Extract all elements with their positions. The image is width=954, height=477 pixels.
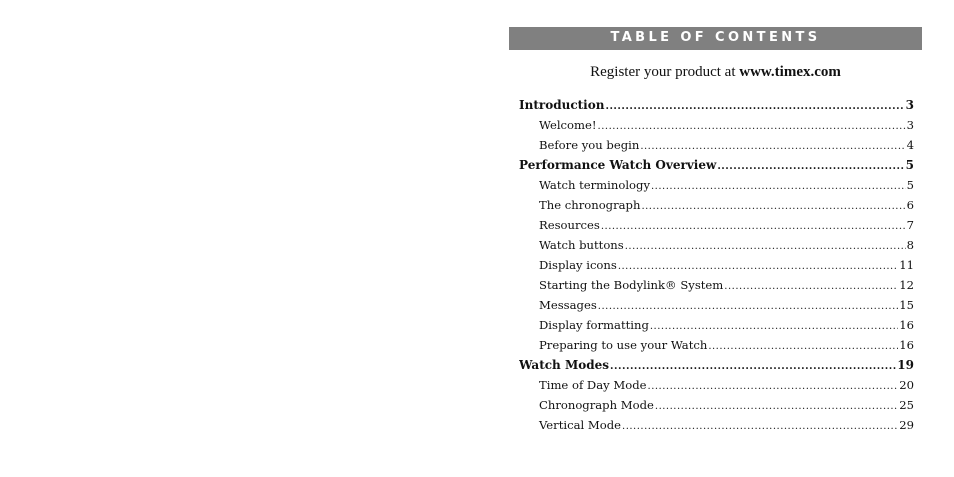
toc-entry-preparing-to-use-watch[interactable] <box>519 335 914 355</box>
toc-leader <box>610 357 896 375</box>
register-url-link[interactable]: www.timex.com <box>739 64 841 80</box>
toc-page-number: 12 <box>899 278 914 292</box>
toc-leader <box>605 97 904 115</box>
toc-page-number: 15 <box>899 298 914 312</box>
toc-page-number: 19 <box>897 358 914 372</box>
toc-leader <box>601 217 906 235</box>
toc-list <box>509 95 922 435</box>
toc-leader <box>598 117 906 135</box>
toc-page-number: 16 <box>899 338 914 352</box>
toc-entry-title: Watch buttons <box>539 238 624 252</box>
toc-leader <box>650 317 898 335</box>
toc-entry-display-formatting[interactable] <box>519 315 914 335</box>
toc-leader <box>648 377 899 395</box>
toc-entry-welcome[interactable] <box>519 115 914 135</box>
toc-page <box>509 27 922 435</box>
toc-leader <box>598 297 898 315</box>
toc-banner: TABLE OF CONTENTS <box>509 27 922 50</box>
toc-entry-title: Chronograph Mode <box>539 398 654 412</box>
toc-entry-title: Display formatting <box>539 318 649 332</box>
toc-entry-performance-watch-overview[interactable] <box>519 155 914 175</box>
toc-entry-watch-terminology[interactable] <box>519 175 914 195</box>
toc-entry-title: Before you begin <box>539 138 640 152</box>
toc-entry-resources[interactable] <box>519 215 914 235</box>
toc-entry-title: Watch terminology <box>539 178 650 192</box>
toc-entry-messages[interactable] <box>519 295 914 315</box>
toc-entry-title: The chronograph <box>539 198 641 212</box>
register-line <box>509 64 922 81</box>
toc-leader <box>640 137 905 155</box>
toc-leader <box>724 277 898 295</box>
toc-leader <box>618 257 898 275</box>
toc-entry-introduction[interactable] <box>519 95 914 115</box>
toc-entry-title: Welcome! <box>539 118 597 132</box>
toc-entry-the-chronograph[interactable] <box>519 195 914 215</box>
toc-entry-title: Introduction <box>519 98 605 112</box>
toc-entry-title: Starting the Bodylink® System <box>539 278 724 292</box>
toc-entry-title: Preparing to use your Watch <box>539 338 708 352</box>
toc-page-number: 16 <box>899 318 914 332</box>
toc-entry-starting-bodylink-system[interactable] <box>519 275 914 295</box>
toc-leader <box>625 237 906 255</box>
toc-entry-before-you-begin[interactable] <box>519 135 914 155</box>
toc-page-number: 7 <box>906 218 914 232</box>
toc-entry-title: Performance Watch Overview <box>519 158 717 172</box>
toc-page-number: 5 <box>905 158 914 172</box>
toc-leader <box>708 337 898 355</box>
toc-entry-watch-modes[interactable] <box>519 355 914 375</box>
toc-entry-title: Watch Modes <box>519 358 610 372</box>
toc-page-number: 8 <box>906 238 914 252</box>
toc-page-number: 25 <box>899 398 914 412</box>
toc-page-number: 3 <box>905 98 914 112</box>
toc-leader <box>641 197 905 215</box>
toc-entry-chronograph-mode[interactable] <box>519 395 914 415</box>
toc-page-number: 6 <box>906 198 914 212</box>
toc-page-number: 4 <box>906 138 914 152</box>
toc-entry-title: Messages <box>539 298 597 312</box>
toc-page-number: 3 <box>906 118 914 132</box>
register-prefix: Register your product at <box>590 64 740 80</box>
toc-entry-display-icons[interactable] <box>519 255 914 275</box>
toc-entry-title: Display icons <box>539 258 617 272</box>
toc-entry-title: Vertical Mode <box>539 418 622 432</box>
toc-leader <box>622 417 898 435</box>
toc-entry-title: Resources <box>539 218 600 232</box>
toc-leader <box>655 397 898 415</box>
toc-leader <box>651 177 906 195</box>
toc-page-number: 20 <box>899 378 914 392</box>
toc-page-number: 5 <box>906 178 914 192</box>
toc-entry-title: Time of Day Mode <box>539 378 647 392</box>
toc-page-number: 29 <box>899 418 914 432</box>
toc-entry-vertical-mode[interactable] <box>519 415 914 435</box>
toc-entry-time-of-day-mode[interactable] <box>519 375 914 395</box>
toc-entry-watch-buttons[interactable] <box>519 235 914 255</box>
toc-page-number: 11 <box>899 258 914 272</box>
toc-leader <box>717 157 904 175</box>
